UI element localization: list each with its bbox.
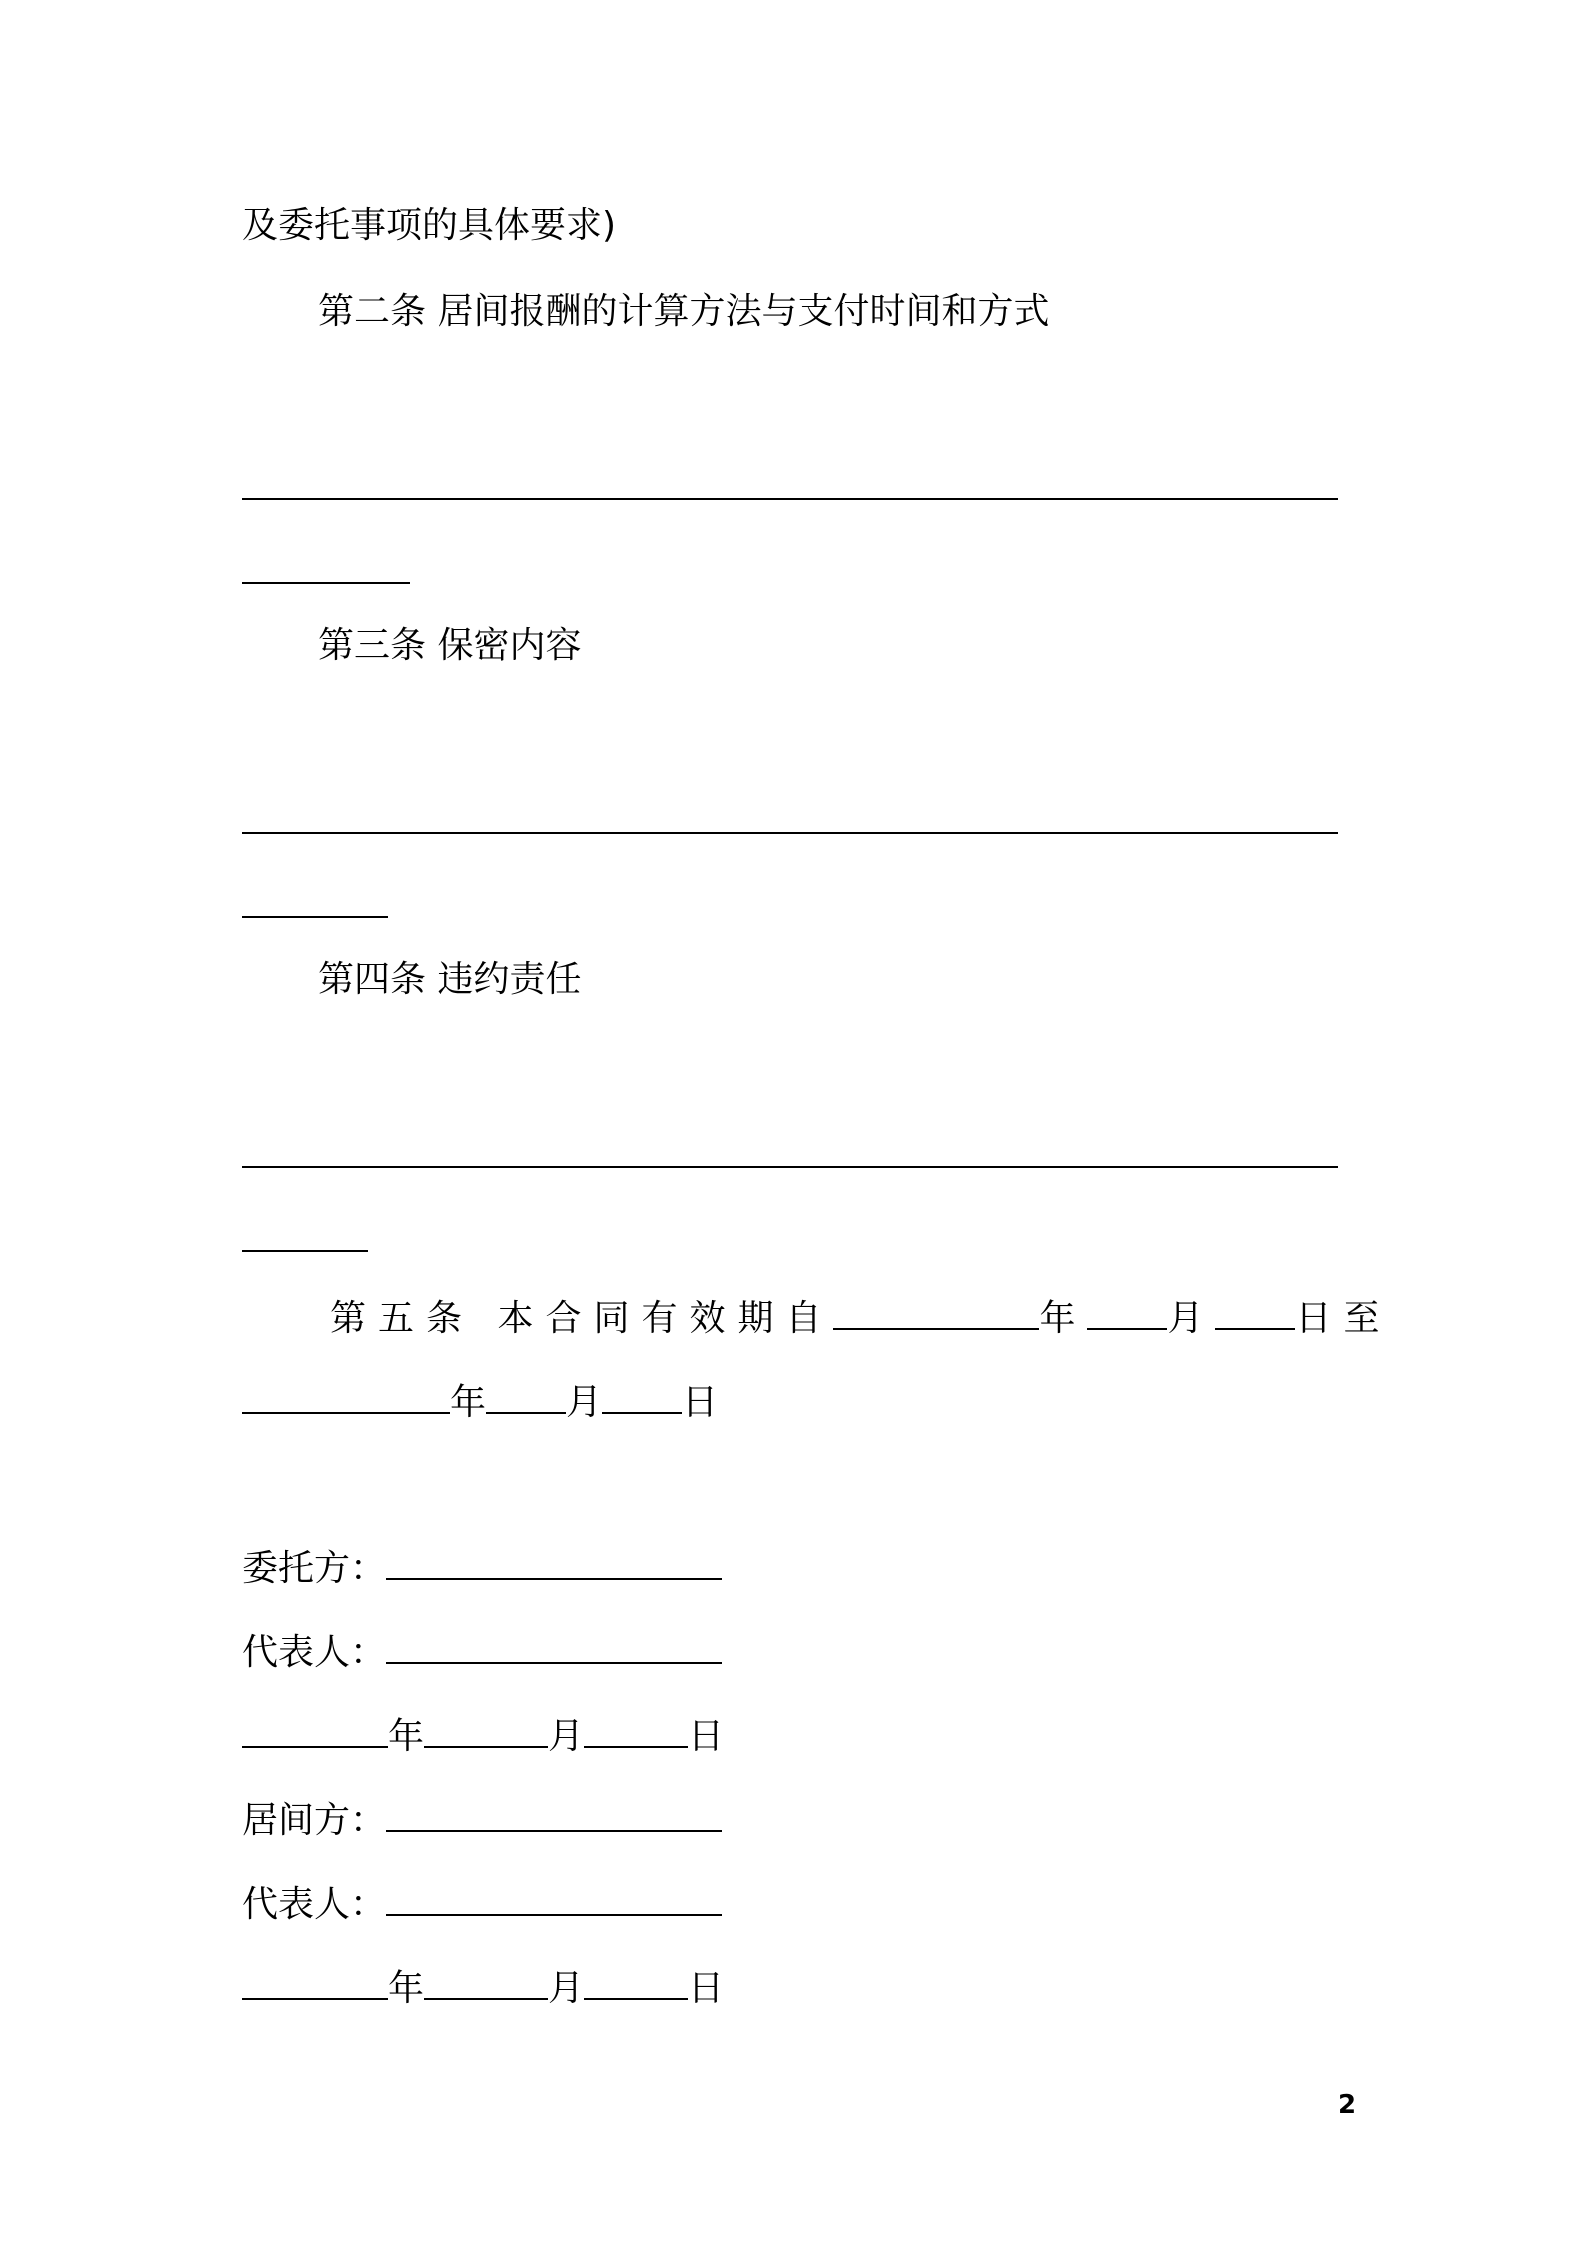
principal-blank[interactable] xyxy=(386,1542,722,1580)
principal-date-line xyxy=(242,1710,724,1759)
article-3-blank-line-1[interactable] xyxy=(242,832,1338,834)
end-day-label: 日 xyxy=(682,1382,719,1423)
principal-rep-blank[interactable] xyxy=(386,1626,722,1664)
start-month-blank[interactable] xyxy=(1087,1292,1167,1330)
principal-day-label: 日 xyxy=(688,1716,725,1757)
broker-line xyxy=(242,1794,722,1843)
end-year-blank[interactable] xyxy=(242,1376,450,1414)
start-year-blank[interactable] xyxy=(833,1292,1039,1330)
end-month-blank[interactable] xyxy=(486,1376,566,1414)
end-month-label: 月 xyxy=(566,1382,603,1423)
principal-line xyxy=(242,1542,722,1591)
broker-label: 居间方： xyxy=(242,1800,387,1841)
article-5-prefix: 第五条 本合同有效期自 xyxy=(330,1298,834,1339)
article-2-blank-line-2[interactable] xyxy=(242,582,410,584)
broker-date-line xyxy=(242,1962,724,2011)
principal-label: 委托方： xyxy=(242,1548,387,1589)
principal-day-blank[interactable] xyxy=(584,1710,688,1748)
article-4-heading: 第四条 违约责任 xyxy=(318,959,582,1000)
broker-month-label: 月 xyxy=(548,1968,585,2009)
article-2-heading: 第二条 居间报酬的计算方法与支付时间和方式 xyxy=(318,291,1050,332)
article-4-blank-line-1[interactable] xyxy=(242,1166,1338,1168)
principal-year-label: 年 xyxy=(388,1716,425,1757)
start-day-blank[interactable] xyxy=(1215,1292,1295,1330)
continuation-text: 及委托事项的具体要求) xyxy=(242,205,617,246)
article-3-blank-line-2[interactable] xyxy=(242,916,388,918)
principal-rep-line xyxy=(242,1626,722,1675)
to-label: 至 xyxy=(1343,1298,1392,1339)
start-month-label: 月 xyxy=(1167,1298,1216,1339)
page-number: 2 xyxy=(1338,2090,1357,2120)
principal-year-blank[interactable] xyxy=(242,1710,388,1748)
broker-month-blank[interactable] xyxy=(424,1962,548,2000)
broker-day-label: 日 xyxy=(688,1968,725,2009)
broker-blank[interactable] xyxy=(386,1794,722,1832)
broker-rep-blank[interactable] xyxy=(386,1878,722,1916)
broker-day-blank[interactable] xyxy=(584,1962,688,2000)
broker-year-label: 年 xyxy=(388,1968,425,2009)
principal-month-label: 月 xyxy=(548,1716,585,1757)
article-5-line-2 xyxy=(242,1376,718,1425)
start-day-label: 日 xyxy=(1295,1298,1344,1339)
start-year-label: 年 xyxy=(1039,1298,1088,1339)
end-year-label: 年 xyxy=(450,1382,487,1423)
broker-rep-line xyxy=(242,1878,722,1927)
broker-year-blank[interactable] xyxy=(242,1962,388,2000)
article-2-blank-line-1[interactable] xyxy=(242,498,1338,500)
article-4-blank-line-2[interactable] xyxy=(242,1250,368,1252)
article-5-line-1 xyxy=(330,1292,1392,1341)
end-day-blank[interactable] xyxy=(602,1376,682,1414)
article-3-heading: 第三条 保密内容 xyxy=(318,625,582,666)
broker-rep-label: 代表人： xyxy=(242,1884,387,1925)
principal-rep-label: 代表人： xyxy=(242,1632,387,1673)
principal-month-blank[interactable] xyxy=(424,1710,548,1748)
